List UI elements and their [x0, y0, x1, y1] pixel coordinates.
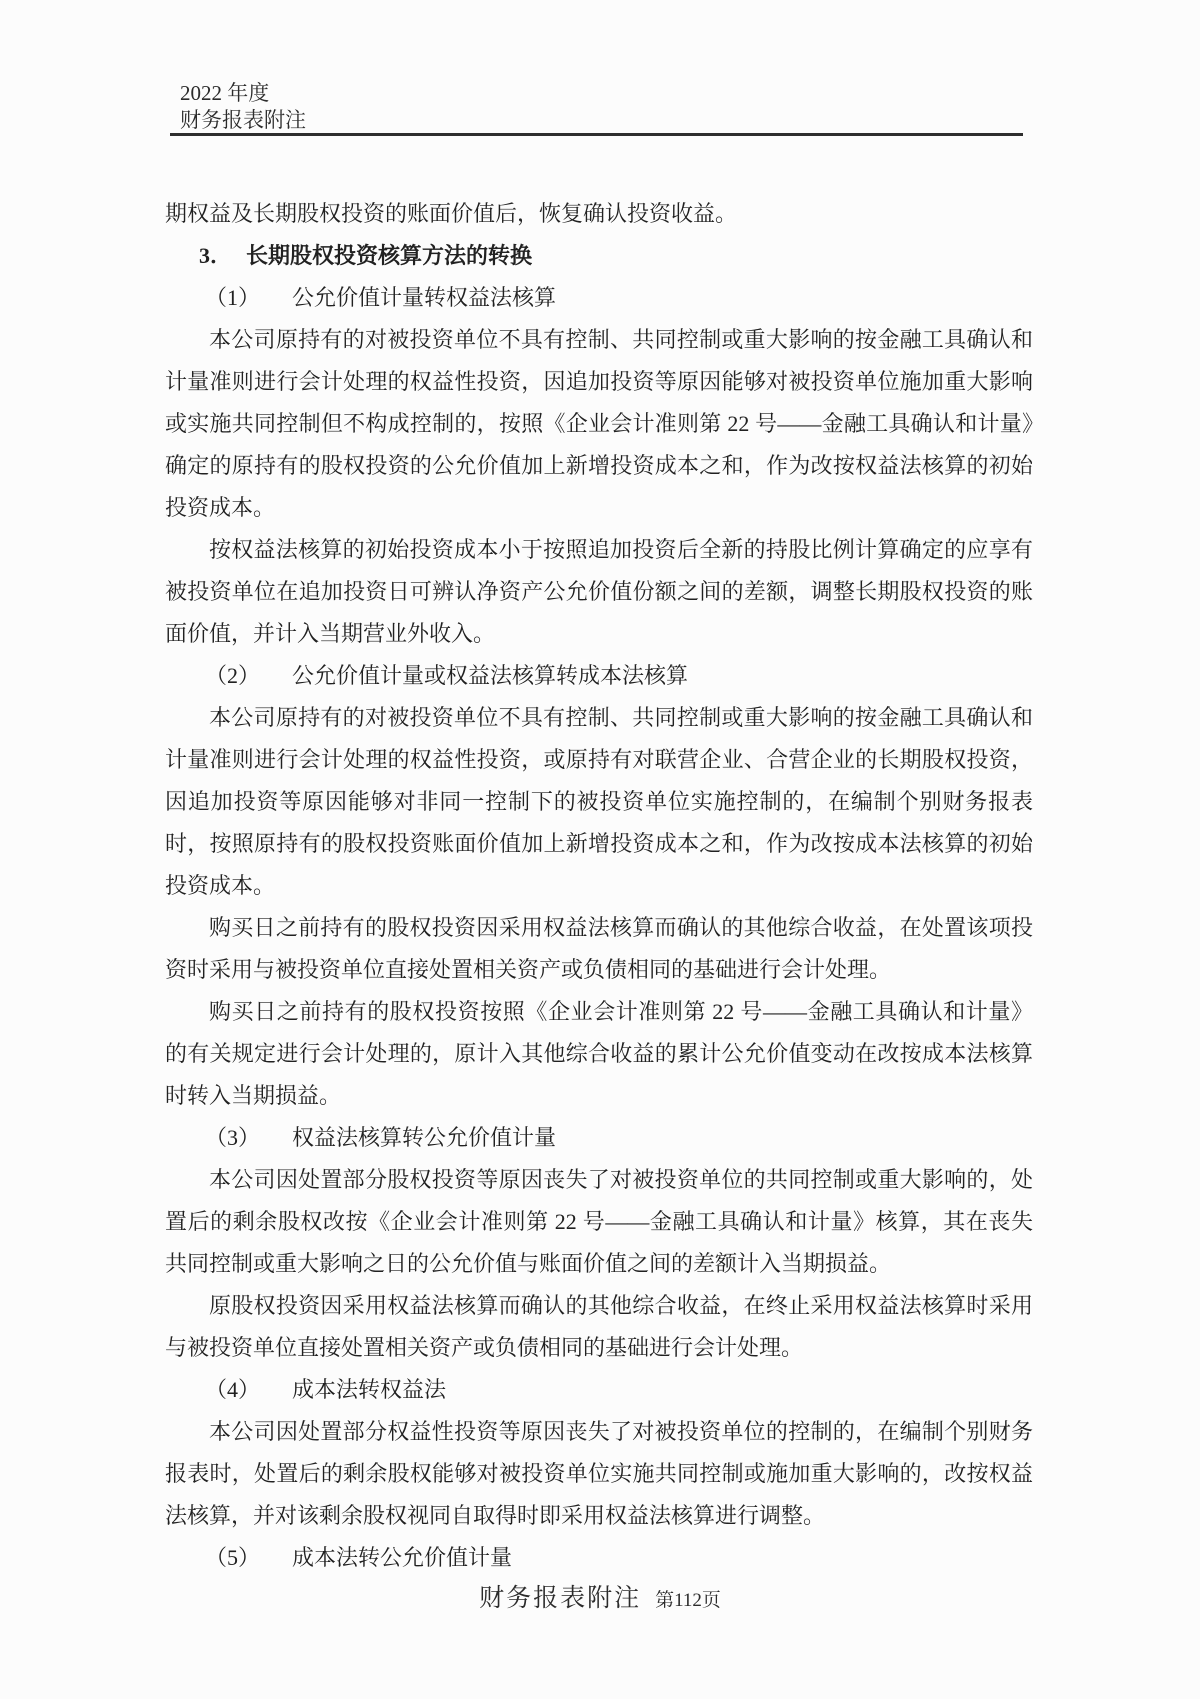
item-label: 公允价值计量转权益法核算: [292, 285, 557, 310]
item-number: （5）: [205, 1545, 261, 1570]
section-heading: [165, 235, 1033, 277]
subsection-heading: [165, 1369, 1033, 1411]
subsection-heading: [165, 277, 1033, 319]
item-number: （2）: [205, 663, 261, 688]
header-rule-divider: [170, 133, 1023, 136]
paragraph: 购买日之前持有的股权投资因采用权益法核算而确认的其他综合收益，在处置该项投资时采用与被投资单位直接处置相关资产或负债相同的基础进行会计处理。: [165, 915, 1033, 982]
paragraph: 本公司因处置部分权益性投资等原因丧失了对被投资单位的控制的，在编制个别财务报表时，处置后的剩余股权能够对被投资单位实施共同控制或施加重大影响的，改按权益法核算，并对该剩余股权视同自取得时即采用权益法核算进行调整。: [165, 1419, 1033, 1528]
subsection-heading: [165, 1537, 1033, 1579]
item-label: 权益法核算转公允价值计量: [292, 1125, 557, 1150]
page-header: [180, 80, 306, 134]
item-number: 3．: [199, 243, 233, 268]
item-label: 公允价值计量或权益法核算转成本法核算: [292, 663, 689, 688]
subsection-heading: [165, 655, 1033, 697]
item-label: 成本法转权益法: [292, 1377, 447, 1402]
footer-page-number: 第112页: [655, 1590, 721, 1611]
item-number: （1）: [205, 285, 261, 310]
document-body: [165, 193, 1033, 1579]
paragraph: 期权益及长期股权投资的账面价值后，恢复确认投资收益。: [165, 201, 738, 226]
header-year: 2022 年度: [180, 81, 270, 105]
item-number: （3）: [205, 1125, 261, 1150]
paragraph: 购买日之前持有的股权投资按照《企业会计准则第 22 号——金融工具确认和计量》的有关规定进行会计处理的，原计入其他综合收益的累计公允价值变动在改按成本法核算时转入当期损益。: [165, 999, 1033, 1108]
paragraph: 按权益法核算的初始投资成本小于按照追加投资后全新的持股比例计算确定的应享有被投资单位在追加投资日可辨认净资产公允价值份额之间的差额，调整长期股权投资的账面价值，并计入当期营业外收入。: [165, 537, 1033, 646]
item-label: 成本法转公允价值计量: [292, 1545, 513, 1570]
header-doc-title: 财务报表附注: [180, 108, 306, 132]
subsection-heading: [165, 1117, 1033, 1159]
item-label: 长期股权投资核算方法的转换: [246, 243, 533, 268]
paragraph: 原股权投资因采用权益法核算而确认的其他综合收益，在终止采用权益法核算时采用与被投资单位直接处置相关资产或负债相同的基础进行会计处理。: [165, 1293, 1033, 1360]
page-footer: [0, 1578, 1200, 1614]
item-number: （4）: [205, 1377, 261, 1402]
paragraph: 本公司原持有的对被投资单位不具有控制、共同控制或重大影响的按金融工具确认和计量准则进行会计处理的权益性投资，因追加投资等原因能够对被投资单位施加重大影响或实施共同控制但不构成控制的，按照《企业会计准则第 22 号——金融工具确认和计量》确定的原持有的股权投资的公允价值加上新增投资成本之和，作为改按权益法核算的初始投资成本。: [165, 327, 1033, 520]
paragraph: 本公司原持有的对被投资单位不具有控制、共同控制或重大影响的按金融工具确认和计量准则进行会计处理的权益性投资，或原持有对联营企业、合营企业的长期股权投资，因追加投资等原因能够对非同一控制下的被投资单位实施控制的，在编制个别财务报表时，按照原持有的股权投资账面价值加上新增投资成本之和，作为改按成本法核算的初始投资成本。: [165, 705, 1033, 898]
footer-title: 财务报表附注: [479, 1585, 642, 1612]
paragraph: 本公司因处置部分股权投资等原因丧失了对被投资单位的共同控制或重大影响的，处置后的剩余股权改按《企业会计准则第 22 号——金融工具确认和计量》核算，其在丧失共同控制或重大影响之日的公允价值与账面价值之间的差额计入当期损益。: [165, 1167, 1033, 1276]
